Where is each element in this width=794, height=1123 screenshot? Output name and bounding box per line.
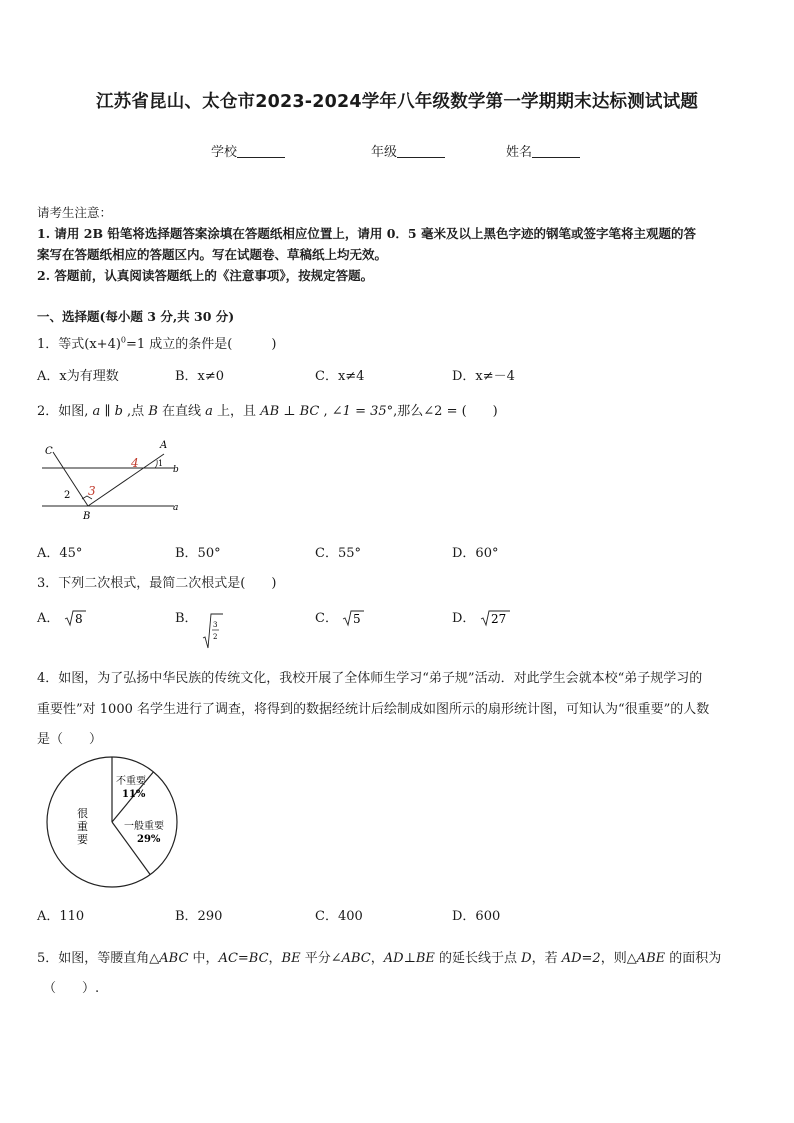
q2-stem — [37, 400, 498, 419]
q3-option-a[interactable] — [37, 607, 86, 627]
q3-d-radicand: 27 — [490, 612, 506, 626]
q4-option-c[interactable]: C．400 — [315, 909, 363, 924]
slice-value-not-important: 11% — [122, 789, 146, 800]
label-angle1: 1 — [158, 459, 164, 468]
q3-a-radicand: 8 — [74, 612, 83, 626]
school-field — [211, 141, 285, 160]
notice-heading: 请考生注意： — [37, 205, 113, 220]
q5-text1: 5．如图，等腰直角△ — [37, 951, 160, 966]
q1-option-a[interactable]: A．x为有理数 — [37, 369, 119, 384]
q3-option-a-label: A． — [37, 611, 60, 626]
q5-cond3: AD=2 — [561, 951, 601, 966]
radical-icon — [342, 609, 364, 627]
q2-var-a: a — [92, 404, 101, 419]
segment-cb — [53, 452, 88, 506]
q3-stem: 3．下列二次根式，最简二次根式是( ) — [37, 576, 277, 591]
q1-option-b[interactable]: B．x≠0 — [175, 369, 225, 384]
q5-text9: 的面积为 — [665, 951, 722, 966]
q1-prefix: 1．等式(x+4) — [37, 337, 121, 352]
q5-line1 — [37, 947, 721, 966]
q2-var-a2: a — [205, 404, 213, 419]
radical-icon — [64, 609, 86, 627]
q2-text1: ,点 — [122, 404, 149, 419]
q3-option-d-label: D． — [452, 611, 476, 626]
q1-option-d[interactable]: D．x≠－4 — [452, 369, 515, 384]
q3-option-b[interactable] — [175, 607, 224, 650]
q4-option-a[interactable]: A．110 — [37, 909, 85, 924]
slice-label-very-important: 很重要 — [77, 807, 88, 846]
q2-num: 2．如图, — [37, 404, 93, 419]
q5-line2: （ ）. — [43, 981, 100, 996]
q4-line1: 4．如图，为了弘扬中华民族的传统文化，我校开展了全体师生学习“弟子规”活动．对此学生会就本校“弟子规学习的 — [37, 671, 703, 686]
q2-cond1: AB ⊥ BC — [260, 404, 320, 419]
q5-cond2: AD⊥BE — [383, 951, 435, 966]
q3-c-radicand: 5 — [353, 612, 361, 626]
q5-abc2: ABC — [341, 951, 371, 966]
label-b-point: B — [83, 511, 91, 522]
q3-option-c-label: C． — [315, 611, 338, 626]
q2-text2: 在直线 — [157, 404, 206, 419]
angle1-arc — [155, 460, 157, 468]
label-line-a: a — [173, 503, 179, 513]
q2-point-b: B — [148, 404, 158, 419]
grade-field — [371, 141, 445, 160]
q4-pie-chart — [38, 755, 190, 889]
q2-text5: ,那么∠2 = ( ) — [393, 404, 498, 419]
notice-item2: 2. 答题前，认真阅读答题纸上的《注意事项》，按规定答题。 — [37, 268, 374, 283]
q2-var-b: b — [114, 404, 123, 419]
radical-fraction-icon — [202, 610, 224, 650]
label-c: C — [45, 446, 53, 457]
q5-cond1: AC=BC — [218, 951, 269, 966]
q3-b-denominator: 2 — [212, 633, 218, 641]
q1-stem — [37, 333, 276, 352]
q5-abe: ABE — [636, 951, 666, 966]
q3-option-c[interactable] — [315, 607, 364, 627]
radical-icon — [480, 609, 510, 627]
q4-option-d[interactable]: D．600 — [452, 909, 501, 924]
page-title: 江苏省昆山、太仓市2023-2024学年八年级数学第一学期期末达标测试试题 — [95, 92, 699, 112]
q2-cond2: ∠1 = 35° — [331, 404, 394, 419]
q5-d: D — [521, 951, 532, 966]
school-blank[interactable] — [237, 145, 285, 158]
q4-option-b[interactable]: B．290 — [175, 909, 223, 924]
q5-text5: ， — [370, 951, 384, 966]
q2-text3: 上，且 — [212, 404, 261, 419]
q5-text6: 的延长线于点 — [434, 951, 522, 966]
q2-figure — [30, 435, 190, 525]
q1-option-c[interactable]: C．x≠4 — [315, 369, 365, 384]
notice-item1-line1: 1. 请用 2B 铅笔将选择题答案涂填在答题纸相应位置上，请用 0．5 毫米及以上黑色字迹的钢笔或签字笔将主观题的答 — [37, 226, 696, 241]
label-line-b: b — [173, 465, 179, 475]
name-blank[interactable] — [532, 145, 580, 158]
q2-option-c[interactable]: C．55° — [315, 546, 361, 561]
q5-abc: ABC — [159, 951, 189, 966]
q1-exponent: 0 — [120, 335, 127, 345]
q2-option-a[interactable]: A．45° — [37, 546, 83, 561]
slice-value-somewhat-important: 29% — [137, 834, 161, 845]
q2-parallel: ∥ — [100, 404, 115, 419]
grade-label: 年级 — [371, 145, 398, 160]
school-label: 学校 — [211, 145, 238, 160]
grade-blank[interactable] — [397, 145, 445, 158]
q5-text3: ， — [268, 951, 282, 966]
q5-text2: 中， — [188, 951, 219, 966]
slice-label-not-important: 不重要 — [116, 776, 146, 787]
section-heading: 一、选择题(每小题 3 分,共 30 分) — [37, 309, 235, 324]
q5-text8: ，则△ — [600, 951, 637, 966]
label-angle2: 2 — [64, 490, 71, 501]
q3-option-b-label: B． — [175, 611, 198, 626]
name-label: 姓名 — [506, 145, 533, 160]
q4-line3: 是（ ） — [37, 732, 103, 747]
q1-suffix: =1 成立的条件是( ) — [126, 337, 277, 352]
label-angle4: 4 — [131, 456, 139, 470]
slice-label-somewhat-important: 一般重要 — [124, 821, 164, 832]
name-field — [506, 141, 580, 160]
q5-text7: ，若 — [531, 951, 562, 966]
q5-text4: 平分∠ — [300, 951, 342, 966]
label-angle3: 3 — [88, 484, 96, 498]
q2-option-b[interactable]: B．50° — [175, 546, 221, 561]
q2-text4: , — [319, 404, 332, 419]
label-a-point: A — [160, 440, 168, 451]
q2-option-d[interactable]: D．60° — [452, 546, 499, 561]
q3-option-d[interactable] — [452, 607, 510, 627]
q4-line2: 重要性”对 1000 名学生进行了调查，将得到的数据经统计后绘制成如图所示的扇形统计图，可知认为“很重要”的人数 — [37, 702, 710, 717]
notice-item1-line2: 案写在答题纸相应的答题区内。写在试题卷、草稿纸上均无效。 — [37, 247, 388, 262]
segment-ba — [88, 454, 164, 506]
q5-be: BE — [281, 951, 301, 966]
q3-b-numerator: 3 — [212, 621, 218, 629]
